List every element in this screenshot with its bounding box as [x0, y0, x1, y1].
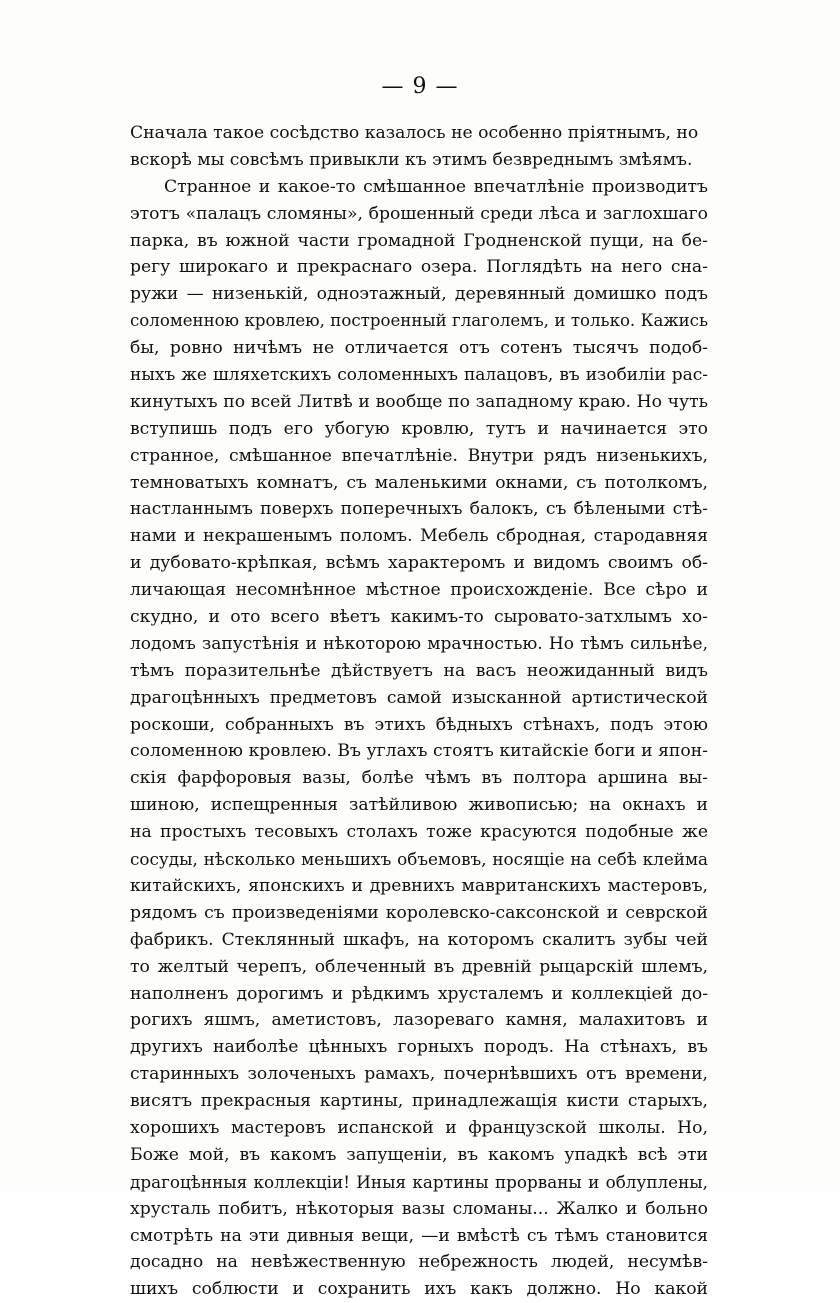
text-line: вступишь подъ его убогую кровлю, тутъ и начинается это: [130, 418, 708, 439]
text-line: Боже мой, въ какомъ запущеніи, въ какомъ упадкѣ всѣ эти: [130, 1144, 708, 1165]
text-line: досадно на невѣжественную небрежность людей, несумѣв-: [130, 1252, 708, 1273]
paragraph-first-line: Странное и какое-то смѣшанное впечатлѣніе производитъ: [164, 176, 708, 197]
text-line: смотрѣть на эти дивныя вещи, —и вмѣстѣ съ тѣмъ становится: [130, 1225, 708, 1246]
text-line: старинныхъ золоченыхъ рамахъ, почернѣвшихъ отъ времени,: [130, 1064, 708, 1085]
text-line: темноватыхъ комнатъ, съ маленькими окнами, съ потолкомъ,: [130, 472, 708, 493]
text-line: этотъ «палацъ сломяны», брошенный среди лѣса и заглохшаго: [130, 203, 708, 224]
text-line: шихъ соблюсти и сохранить ихъ какъ должно. Но какой: [130, 1279, 708, 1300]
text-line: кинутыхъ по всей Литвѣ и вообще по западному краю. Но чуть: [130, 391, 708, 412]
text-line: соломенною кровлею, построенный глаголемъ, и только. Кажись: [130, 311, 708, 331]
text-line: шиною, испещренныя затѣйливою живописью; на окнахъ и: [130, 795, 708, 816]
text-line: лодомъ запустѣнія и нѣкоторою мрачностью. Но тѣмъ сильнѣе,: [130, 633, 708, 654]
text-line: драгоцѣнныя коллекціи! Иныя картины прорваны и облуплены,: [130, 1171, 708, 1192]
text-line: китайскихъ, японскихъ и древнихъ мавританскихъ мастеровъ,: [130, 875, 708, 896]
body-text: [130, 120, 708, 1303]
text-line: ныхъ же шляхетскихъ соломенныхъ палацовъ, въ изобиліи рас-: [130, 365, 708, 386]
text-line: висятъ прекрасныя картины, принадлежащія кисти старыхъ,: [130, 1091, 708, 1112]
text-line: драгоцѣнныхъ предметовъ самой изысканной артистической: [130, 687, 708, 708]
text-line: хорошихъ мастеровъ испанской и французской школы. Но,: [130, 1117, 708, 1138]
text-line: и дубовато-крѣпкая, всѣмъ характеромъ и видомъ своимъ об-: [130, 553, 708, 574]
page-number: — 9 —: [381, 74, 459, 99]
text-line: ружи — низенькій, одноэтажный, деревянный домишко подъ: [130, 284, 708, 305]
text-line: скудно, и ото всего вѣетъ какимъ-то сыровато-затхлымъ хо-: [130, 607, 708, 628]
text-line: рогихъ яшмъ, аметистовъ, лазореваго камня, малахитовъ и: [130, 1010, 708, 1031]
text-line: фабрикъ. Стеклянный шкафъ, на которомъ скалитъ зубы чей: [130, 929, 708, 950]
text-line: то желтый черепъ, облеченный въ древній рыцарскій шлемъ,: [130, 956, 708, 977]
text-line: личающая несомнѣнное мѣстное происхожденіе. Все сѣро и: [130, 580, 708, 601]
text-line: странное, смѣшанное впечатлѣніе. Внутри рядъ низенькихъ,: [130, 445, 708, 466]
text-line: скія фарфоровыя вазы, болѣе чѣмъ въ полтора аршина вы-: [130, 768, 708, 789]
text-line: роскоши, собранныхъ въ этихъ бѣдныхъ стѣнахъ, подъ этою: [130, 714, 708, 735]
text-line: настланнымъ поверхъ поперечныхъ балокъ, съ бѣлеными стѣ-: [130, 499, 708, 520]
text-line: вскорѣ мы совсѣмъ привыкли къ этимъ безвреднымъ змѣямъ.: [130, 149, 693, 170]
text-line: другихъ наиболѣе цѣнныхъ горныхъ породъ. На стѣнахъ, въ: [130, 1037, 708, 1058]
text-line: сосуды, нѣсколько меньшихъ объемовъ, носящіе на себѣ клейма: [130, 849, 708, 870]
text-line: рядомъ съ произведеніями королевско-саксонской и севрской: [130, 902, 708, 923]
text-line: Сначала такое сосѣдство казалось не особенно пріятнымъ, но: [130, 123, 699, 143]
text-line: бы, ровно ничѣмъ не отличается отъ сотенъ тысячъ подоб-: [130, 338, 708, 359]
text-line: тѣмъ поразительнѣе дѣйствуетъ на васъ неожиданный видъ: [130, 660, 708, 681]
text-line: соломенною кровлею. Въ углахъ стоятъ китайскіе боги и япон-: [130, 741, 708, 762]
text-line: регу широкаго и прекраснаго озера. Поглядѣть на него сна-: [130, 257, 708, 278]
text-line: хрусталь побитъ, нѣкоторыя вазы сломаны... Жалко и больно: [130, 1198, 708, 1219]
text-line: на простыхъ тесовыхъ столахъ тоже красуются подобные же: [130, 822, 708, 843]
text-line: нами и некрашенымъ поломъ. Мебель сбродная, стародавняя: [130, 526, 708, 547]
text-line: наполненъ дорогимъ и рѣдкимъ хрусталемъ и коллекціей до-: [130, 983, 708, 1004]
text-line: парка, въ южной части громадной Гродненской пущи, на бе-: [130, 230, 708, 251]
